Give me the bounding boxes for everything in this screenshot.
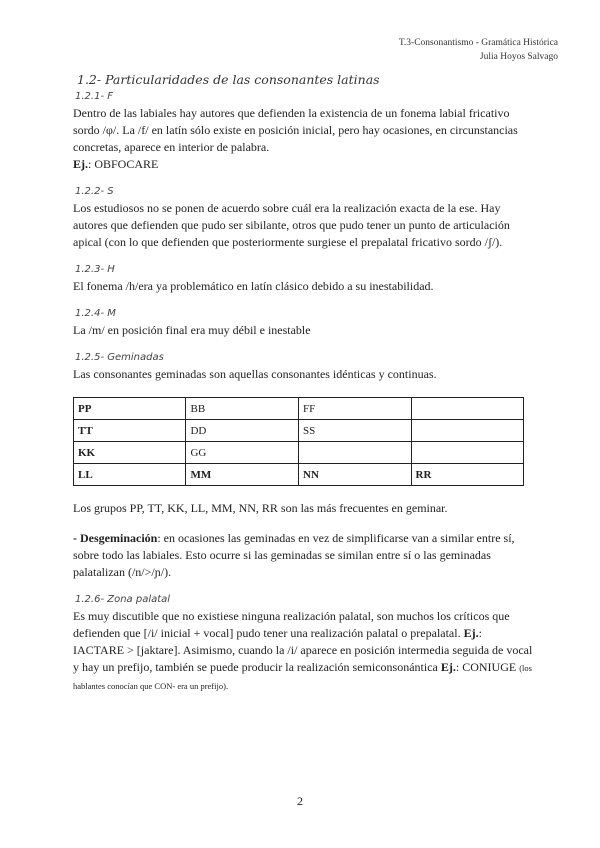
geminadas-table: [73, 397, 524, 486]
paragraph-geminar: Los grupos PP, TT, KK, LL, MM, NN, RR son las más frecuentes en geminar.: [73, 501, 448, 515]
table-cell: FF: [299, 398, 411, 420]
table-cell: NN: [299, 464, 411, 486]
table-cell: [411, 442, 524, 464]
paragraph-m: La /m/ en posición final era muy débil e inestable: [73, 323, 311, 337]
header-author: Julia Hoyos Salvago: [479, 52, 558, 62]
table-cell: [299, 442, 411, 464]
table-cell: SS: [299, 420, 411, 442]
table-cell: BB: [186, 398, 299, 420]
table-row: [74, 442, 524, 464]
table-cell: MM: [186, 464, 299, 486]
table-cell: RR: [411, 464, 524, 486]
table-row: [74, 464, 524, 486]
subsection-title-h: 1.2.3- H: [75, 264, 115, 275]
table-cell: KK: [74, 442, 186, 464]
paragraph-f: Dentro de las labiales hay autores que defienden la existencia de un fonema labial fricativo sordo /φ/. La /f/ en latín sólo existe en posición inicial, pero hay ocasiones, en circunstancias concretas, aparece en interior de palabra.: [73, 106, 518, 154]
document-body: [73, 72, 533, 695]
table-cell: TT: [74, 420, 186, 442]
table-row: [74, 398, 524, 420]
section-title: 1.2- Particularidades de las consonantes latinas: [77, 72, 380, 87]
paragraph-palatal: Es muy discutible que no existiese ninguna realización palatal, son muchos los críticos que defienden que [/i/ inicial + vocal] pudo tener una realización palatal o prepalatal. Ej.: IACTARE > [jaktare]. Asimismo, cuando la /i/ aparece en posición intermedia seguida de vocal y hay un prefijo, también se puede producir la realización semiconsonántica Ej.: CONIUGE (los hablantes conocían que CON- era un prefijo).: [73, 609, 533, 691]
subsection-title-m: 1.2.4- M: [75, 308, 116, 319]
paragraph-geminadas: Las consonantes geminadas son aquellas consonantes idénticas y continuas.: [73, 367, 437, 381]
subsection-title-f: 1.2.1- F: [75, 91, 113, 102]
example-f: Ej.: OBFOCARE: [73, 157, 159, 171]
header-course: T.3-Consonantismo - Gramática Histórica: [398, 38, 558, 48]
table-cell: DD: [186, 420, 299, 442]
subsection-title-s: 1.2.2- S: [75, 186, 114, 197]
table-cell: PP: [74, 398, 186, 420]
paragraph-s: Los estudiosos no se ponen de acuerdo sobre cuál era la realización exacta de la ese. Hay autores que defienden que pudo ser sibilante, otros que pudo tener un punto de articulación apical (con lo que defienden que posteriormente surgiese el prepalatal fricativo sordo /ʃ/).: [73, 201, 510, 249]
page-header: [399, 36, 558, 64]
paragraph-desgeminacion: - Desgeminación: en ocasiones las geminadas en vez de simplificarse van a similar entre sí, sobre todo las labiales. Esto ocurre si las geminadas se similan entre sí o las geminadas palatalizan (/n/>/ɲ/).: [73, 531, 515, 579]
subsection-title-geminadas: 1.2.5- Geminadas: [75, 352, 164, 363]
page-number: 2: [297, 794, 303, 808]
subsection-title-palatal: 1.2.6- Zona palatal: [75, 594, 171, 605]
paragraph-h: El fonema /h/era ya problemático en latín clásico debido a su inestabilidad.: [73, 279, 434, 293]
table-cell: [411, 398, 524, 420]
table-cell: LL: [74, 464, 186, 486]
table-row: [74, 420, 524, 442]
table-cell: [411, 420, 524, 442]
table-cell: GG: [186, 442, 299, 464]
